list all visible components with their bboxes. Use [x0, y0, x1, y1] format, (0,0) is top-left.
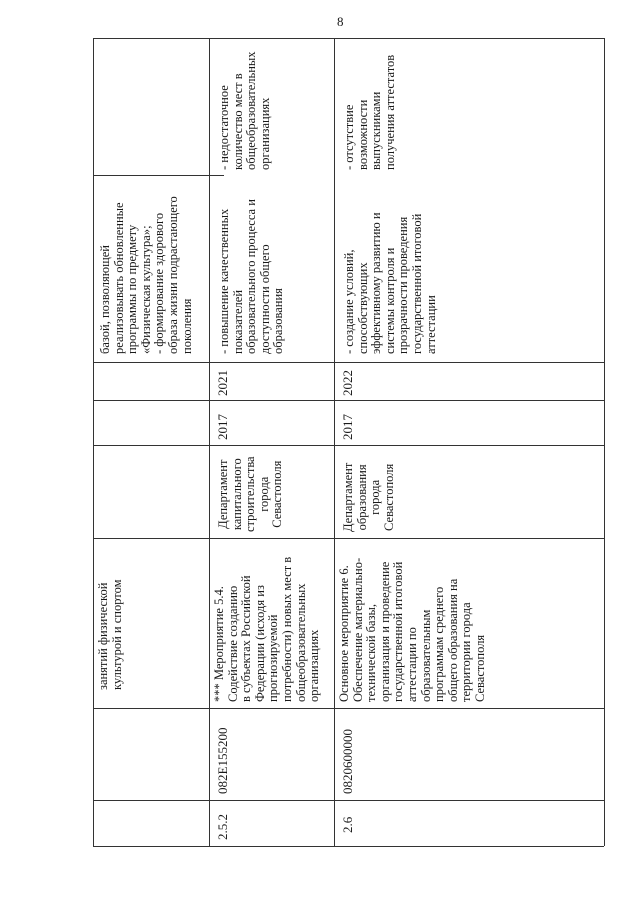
end-year: 2021	[215, 370, 230, 396]
row-code: 082E155200	[215, 727, 230, 794]
table-border	[93, 800, 604, 801]
consequence-cell: - недостаточное количество мест в общеобразовательных организациях	[217, 51, 272, 170]
executor-cell: Департамент капитального строительства города Севастополя	[216, 456, 285, 532]
table-border	[93, 362, 604, 363]
row-number: 2.5.2	[215, 814, 230, 840]
executor-cell: Департамент образования города Севастополя	[341, 462, 396, 532]
table-border	[334, 38, 335, 846]
table-border	[93, 445, 604, 446]
page-number: 8	[337, 14, 344, 29]
consequence-cell: - отсутствие возможности выпускниками получения аттестатов	[342, 54, 397, 170]
table-border	[93, 538, 604, 539]
continued-event-cell: занятий физической культурой и спортом	[96, 579, 124, 690]
row-number: 2.6	[340, 816, 355, 833]
continued-result-cell: базой, позволяющей реализовывать обновленные программы по предмету «Физическая культура»; - формирование здорового образа жизни подрастающего поколения	[98, 196, 194, 354]
event-cell: *** Мероприятие 5.4. Содействие созданию в субъектах Российской Федерации (исходя из прогнозируемой потребности) новых мест в общеобразовательных организациях	[212, 556, 322, 702]
start-year: 2017	[340, 414, 355, 440]
table-border	[93, 708, 604, 709]
result-cell: - создание условий, способствующих эффективному развитию и системы контроля и прозрачности проведения государственной итоговой аттестации	[342, 212, 438, 354]
start-year: 2017	[215, 414, 230, 440]
table-border	[604, 38, 605, 846]
table-border	[93, 175, 224, 176]
end-year: 2022	[340, 370, 355, 396]
result-cell: - повышение качественных показателей образовательного процесса и доступности общего образования	[217, 199, 286, 354]
table-border	[93, 400, 604, 401]
event-cell: Основное мероприятие 6. Обеспечение материально- технической базы, организация и проведение государственной итоговой аттестации по образовательным программам среднего общего образования на территории города Севастополя	[337, 557, 487, 702]
table-border	[209, 38, 210, 846]
table-border	[93, 38, 94, 846]
table-border	[93, 846, 604, 847]
row-code: 0820600000	[340, 729, 355, 794]
table-border	[93, 38, 604, 39]
